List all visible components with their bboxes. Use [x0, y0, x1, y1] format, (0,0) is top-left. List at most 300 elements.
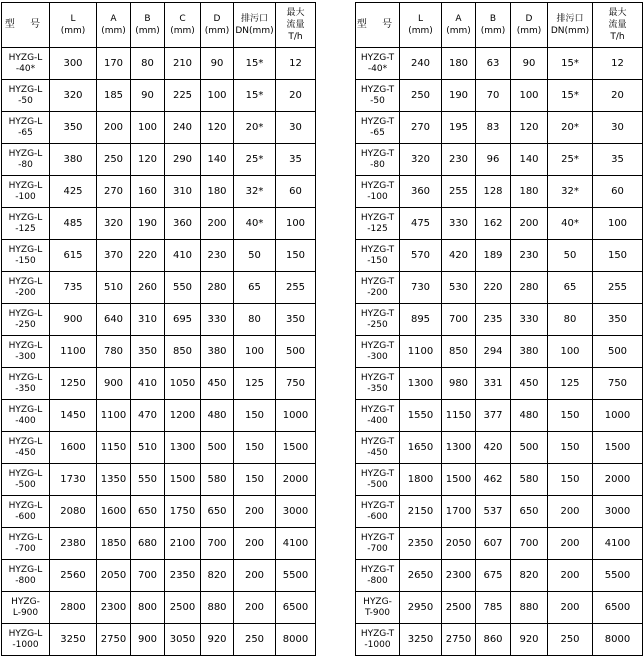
l-cell: 2950 [400, 592, 442, 624]
b-cell: 128 [476, 176, 511, 208]
l-header: L (mm) [400, 3, 442, 48]
a-cell: 510 [97, 272, 131, 304]
flow-cell: 8000 [593, 624, 643, 656]
model-cell: HYZG-L -500 [2, 464, 50, 496]
model-cell: HYZG-L -100 [2, 176, 50, 208]
dn-cell: 100 [234, 336, 276, 368]
d-cell: 280 [201, 272, 234, 304]
d-cell: 180 [511, 176, 548, 208]
flow-cell: 5500 [593, 560, 643, 592]
flow-cell: 1500 [276, 432, 316, 464]
a-cell: 2750 [97, 624, 131, 656]
l-cell: 350 [50, 112, 97, 144]
b-cell: 220 [476, 272, 511, 304]
model-cell: HYZG-L -150 [2, 240, 50, 272]
right-header-row [356, 3, 643, 48]
l-cell: 1100 [50, 336, 97, 368]
d-cell: 580 [201, 464, 234, 496]
b-cell: 537 [476, 496, 511, 528]
b-cell: 100 [131, 112, 165, 144]
table-row [2, 560, 316, 592]
table-row [2, 496, 316, 528]
b-cell: 785 [476, 592, 511, 624]
l-cell: 900 [50, 304, 97, 336]
l-cell: 250 [400, 80, 442, 112]
a-cell: 370 [97, 240, 131, 272]
flow-cell: 3000 [276, 496, 316, 528]
c-cell: 1300 [165, 432, 201, 464]
a-cell: 1150 [442, 400, 476, 432]
d-cell: 880 [511, 592, 548, 624]
d-cell: 200 [201, 208, 234, 240]
dn-cell: 40* [548, 208, 593, 240]
table-row [2, 432, 316, 464]
a-cell: 420 [442, 240, 476, 272]
table-row [356, 432, 643, 464]
b-cell: 350 [131, 336, 165, 368]
model-cell: HYZG-L -350 [2, 368, 50, 400]
table-row [2, 208, 316, 240]
dn-cell: 65 [548, 272, 593, 304]
flow-cell: 500 [276, 336, 316, 368]
d-cell: 650 [511, 496, 548, 528]
l-cell: 1100 [400, 336, 442, 368]
a-cell: 1600 [97, 496, 131, 528]
flow-cell: 4100 [276, 528, 316, 560]
b-cell: 510 [131, 432, 165, 464]
l-cell: 320 [400, 144, 442, 176]
b-cell: 650 [131, 496, 165, 528]
a-header: A (mm) [97, 3, 131, 48]
table-row [2, 112, 316, 144]
c-cell: 410 [165, 240, 201, 272]
b-cell: 190 [131, 208, 165, 240]
dn-cell: 40* [234, 208, 276, 240]
c-cell: 2100 [165, 528, 201, 560]
flow-cell: 12 [593, 48, 643, 80]
l-cell: 1650 [400, 432, 442, 464]
flow-cell: 8000 [276, 624, 316, 656]
table-row [2, 592, 316, 624]
d-cell: 140 [511, 144, 548, 176]
b-cell: 80 [131, 48, 165, 80]
flow-cell: 3000 [593, 496, 643, 528]
flow-cell: 100 [593, 208, 643, 240]
dn-cell: 50 [548, 240, 593, 272]
a-cell: 2300 [97, 592, 131, 624]
a-cell: 170 [97, 48, 131, 80]
b-cell: 90 [131, 80, 165, 112]
d-cell: 700 [511, 528, 548, 560]
b-cell: 377 [476, 400, 511, 432]
flow-cell: 4100 [593, 528, 643, 560]
a-cell: 230 [442, 144, 476, 176]
b-cell: 860 [476, 624, 511, 656]
table-row [356, 272, 643, 304]
b-cell: 331 [476, 368, 511, 400]
table-row [2, 240, 316, 272]
a-cell: 640 [97, 304, 131, 336]
model-cell: HYZG-T -65 [356, 112, 400, 144]
model-cell: HYZG-T -1000 [356, 624, 400, 656]
table-row [2, 80, 316, 112]
model-cell: HYZG-T -350 [356, 368, 400, 400]
d-cell: 90 [201, 48, 234, 80]
a-cell: 1300 [442, 432, 476, 464]
table-row [356, 464, 643, 496]
d-cell: 820 [511, 560, 548, 592]
dn-cell: 200 [548, 560, 593, 592]
a-cell: 1500 [442, 464, 476, 496]
flow-cell: 500 [593, 336, 643, 368]
c-cell: 1500 [165, 464, 201, 496]
model-cell: HYZG-T -250 [356, 304, 400, 336]
a-cell: 180 [442, 48, 476, 80]
b-cell: 462 [476, 464, 511, 496]
dn-cell: 32* [234, 176, 276, 208]
table-row [356, 368, 643, 400]
a-cell: 200 [97, 112, 131, 144]
l-cell: 320 [50, 80, 97, 112]
c-cell: 2350 [165, 560, 201, 592]
dn-cell: 65 [234, 272, 276, 304]
dn-cell: 150 [234, 432, 276, 464]
l-cell: 1730 [50, 464, 97, 496]
b-header: B (mm) [476, 3, 511, 48]
flow-cell: 6500 [276, 592, 316, 624]
model-cell: HYZG-T -80 [356, 144, 400, 176]
l-cell: 2380 [50, 528, 97, 560]
d-cell: 280 [511, 272, 548, 304]
l-cell: 300 [50, 48, 97, 80]
model-cell: HYZG-T -450 [356, 432, 400, 464]
flow-cell: 20 [276, 80, 316, 112]
dn-cell: 80 [234, 304, 276, 336]
table-row [356, 80, 643, 112]
model-cell: HYZG-T -800 [356, 560, 400, 592]
l-cell: 2560 [50, 560, 97, 592]
b-cell: 96 [476, 144, 511, 176]
a-cell: 1100 [97, 400, 131, 432]
dn-cell: 15* [234, 80, 276, 112]
flow-cell: 20 [593, 80, 643, 112]
flow-cell: 6500 [593, 592, 643, 624]
d-cell: 100 [201, 80, 234, 112]
model-cell: HYZG-T -100 [356, 176, 400, 208]
model-cell: HYZG-T -150 [356, 240, 400, 272]
right-spec-table [355, 2, 643, 656]
b-cell: 294 [476, 336, 511, 368]
model-cell: HYZG-L -400 [2, 400, 50, 432]
flow-cell: 30 [593, 112, 643, 144]
model-cell: HYZG-L -40* [2, 48, 50, 80]
model-cell: HYZG-T -200 [356, 272, 400, 304]
d-cell: 500 [511, 432, 548, 464]
table-row [356, 208, 643, 240]
a-cell: 980 [442, 368, 476, 400]
a-cell: 2050 [97, 560, 131, 592]
d-cell: 200 [511, 208, 548, 240]
flow-cell: 750 [593, 368, 643, 400]
dn-cell: 20* [234, 112, 276, 144]
c-cell: 550 [165, 272, 201, 304]
table-row [356, 400, 643, 432]
model-cell: HYZG-T -125 [356, 208, 400, 240]
d-cell: 120 [511, 112, 548, 144]
table-row [356, 528, 643, 560]
b-cell: 410 [131, 368, 165, 400]
table-row [2, 624, 316, 656]
dn-cell: 200 [548, 496, 593, 528]
a-cell: 2750 [442, 624, 476, 656]
flow-cell: 255 [276, 272, 316, 304]
dn-cell: 20* [548, 112, 593, 144]
model-cell: HYZG-T -500 [356, 464, 400, 496]
d-cell: 120 [201, 112, 234, 144]
a-cell: 250 [97, 144, 131, 176]
a-cell: 2500 [442, 592, 476, 624]
table-row [356, 336, 643, 368]
flow-cell: 150 [593, 240, 643, 272]
dn-cell: 200 [548, 528, 593, 560]
l-cell: 570 [400, 240, 442, 272]
l-cell: 1600 [50, 432, 97, 464]
table-row [356, 112, 643, 144]
model-cell: HYZG-L -125 [2, 208, 50, 240]
a-cell: 255 [442, 176, 476, 208]
model-cell: HYZG-L -50 [2, 80, 50, 112]
dn-cell: 200 [548, 592, 593, 624]
d-cell: 880 [201, 592, 234, 624]
dn-cell: 50 [234, 240, 276, 272]
c-cell: 850 [165, 336, 201, 368]
dn-cell: 125 [234, 368, 276, 400]
l-cell: 380 [50, 144, 97, 176]
model-cell: HYZG-L -600 [2, 496, 50, 528]
d-cell: 450 [201, 368, 234, 400]
b-cell: 550 [131, 464, 165, 496]
d-cell: 180 [201, 176, 234, 208]
d-cell: 820 [201, 560, 234, 592]
dn-cell: 15* [548, 48, 593, 80]
flow-cell: 150 [276, 240, 316, 272]
dn-cell: 150 [548, 432, 593, 464]
model-header: 型 号 [356, 3, 400, 48]
table-row [2, 528, 316, 560]
model-cell: HYZG- L-900 [2, 592, 50, 624]
d-cell: 920 [511, 624, 548, 656]
model-cell: HYZG-L -300 [2, 336, 50, 368]
a-cell: 2050 [442, 528, 476, 560]
model-cell: HYZG-L -250 [2, 304, 50, 336]
b-cell: 235 [476, 304, 511, 336]
left-header-row [2, 3, 316, 48]
b-cell: 120 [131, 144, 165, 176]
dn-cell: 125 [548, 368, 593, 400]
c-cell: 695 [165, 304, 201, 336]
flow-cell: 12 [276, 48, 316, 80]
l-cell: 270 [400, 112, 442, 144]
d-cell: 450 [511, 368, 548, 400]
b-cell: 700 [131, 560, 165, 592]
l-cell: 3250 [400, 624, 442, 656]
model-cell: HYZG-T -400 [356, 400, 400, 432]
model-cell: HYZG-T -50 [356, 80, 400, 112]
table-row [2, 272, 316, 304]
d-cell: 380 [201, 336, 234, 368]
flow-cell: 1000 [276, 400, 316, 432]
l-cell: 2350 [400, 528, 442, 560]
b-cell: 162 [476, 208, 511, 240]
l-cell: 2150 [400, 496, 442, 528]
d-cell: 920 [201, 624, 234, 656]
model-cell: HYZG-L -65 [2, 112, 50, 144]
c-cell: 225 [165, 80, 201, 112]
dn-cell: 15* [548, 80, 593, 112]
l-cell: 1800 [400, 464, 442, 496]
b-cell: 220 [131, 240, 165, 272]
b-cell: 260 [131, 272, 165, 304]
flow-cell: 60 [593, 176, 643, 208]
a-cell: 1150 [97, 432, 131, 464]
a-cell: 2300 [442, 560, 476, 592]
l-cell: 485 [50, 208, 97, 240]
c-cell: 3050 [165, 624, 201, 656]
b-cell: 607 [476, 528, 511, 560]
model-cell: HYZG-L -450 [2, 432, 50, 464]
d-header: D (mm) [201, 3, 234, 48]
a-cell: 850 [442, 336, 476, 368]
d-cell: 480 [201, 400, 234, 432]
l-cell: 1250 [50, 368, 97, 400]
flow-cell: 1500 [593, 432, 643, 464]
table-row [356, 304, 643, 336]
model-cell: HYZG- T-900 [356, 592, 400, 624]
model-cell: HYZG-T -40* [356, 48, 400, 80]
flow-cell: 750 [276, 368, 316, 400]
table-row [2, 144, 316, 176]
l-header: L (mm) [50, 3, 97, 48]
a-cell: 320 [97, 208, 131, 240]
dn-cell: 150 [548, 464, 593, 496]
model-cell: HYZG-L -800 [2, 560, 50, 592]
dn-cell: 250 [548, 624, 593, 656]
l-cell: 895 [400, 304, 442, 336]
table-row [356, 176, 643, 208]
table-row [2, 368, 316, 400]
dn-header: 排污口 DN(mm) [234, 3, 276, 48]
table-row [356, 624, 643, 656]
d-cell: 230 [511, 240, 548, 272]
a-cell: 270 [97, 176, 131, 208]
l-cell: 3250 [50, 624, 97, 656]
a-cell: 185 [97, 80, 131, 112]
table-row [2, 304, 316, 336]
dn-cell: 25* [234, 144, 276, 176]
left-spec-table [1, 2, 316, 656]
d-cell: 330 [201, 304, 234, 336]
a-cell: 1700 [442, 496, 476, 528]
a-header: A (mm) [442, 3, 476, 48]
model-cell: HYZG-T -700 [356, 528, 400, 560]
l-cell: 360 [400, 176, 442, 208]
dn-cell: 200 [234, 496, 276, 528]
d-cell: 330 [511, 304, 548, 336]
dn-cell: 80 [548, 304, 593, 336]
l-cell: 735 [50, 272, 97, 304]
a-cell: 1850 [97, 528, 131, 560]
l-cell: 2650 [400, 560, 442, 592]
b-cell: 189 [476, 240, 511, 272]
dn-cell: 25* [548, 144, 593, 176]
b-header: B (mm) [131, 3, 165, 48]
flow-cell: 2000 [593, 464, 643, 496]
a-cell: 900 [97, 368, 131, 400]
table-row [356, 240, 643, 272]
dn-cell: 32* [548, 176, 593, 208]
dn-cell: 150 [234, 400, 276, 432]
dn-cell: 200 [234, 592, 276, 624]
a-cell: 190 [442, 80, 476, 112]
l-cell: 2800 [50, 592, 97, 624]
dn-cell: 15* [234, 48, 276, 80]
flow-header: 最大 流量 T/h [593, 3, 643, 48]
l-cell: 1300 [400, 368, 442, 400]
table-row [2, 176, 316, 208]
flow-header: 最大 流量 T/h [276, 3, 316, 48]
flow-cell: 1000 [593, 400, 643, 432]
b-cell: 420 [476, 432, 511, 464]
b-cell: 63 [476, 48, 511, 80]
dn-cell: 200 [234, 528, 276, 560]
dn-cell: 150 [234, 464, 276, 496]
c-cell: 2500 [165, 592, 201, 624]
b-cell: 70 [476, 80, 511, 112]
c-cell: 290 [165, 144, 201, 176]
d-cell: 700 [201, 528, 234, 560]
d-cell: 90 [511, 48, 548, 80]
table-row [356, 144, 643, 176]
c-header: C (mm) [165, 3, 201, 48]
flow-cell: 30 [276, 112, 316, 144]
a-cell: 1350 [97, 464, 131, 496]
table-row [2, 464, 316, 496]
d-cell: 650 [201, 496, 234, 528]
b-cell: 900 [131, 624, 165, 656]
l-cell: 615 [50, 240, 97, 272]
d-cell: 100 [511, 80, 548, 112]
flow-cell: 255 [593, 272, 643, 304]
a-cell: 780 [97, 336, 131, 368]
c-cell: 310 [165, 176, 201, 208]
d-header: D (mm) [511, 3, 548, 48]
b-cell: 470 [131, 400, 165, 432]
table-row [356, 496, 643, 528]
d-cell: 230 [201, 240, 234, 272]
a-cell: 530 [442, 272, 476, 304]
dn-cell: 200 [234, 560, 276, 592]
c-cell: 1200 [165, 400, 201, 432]
dn-header: 排污口 DN(mm) [548, 3, 593, 48]
table-row [356, 48, 643, 80]
l-cell: 425 [50, 176, 97, 208]
b-cell: 83 [476, 112, 511, 144]
a-cell: 195 [442, 112, 476, 144]
d-cell: 380 [511, 336, 548, 368]
c-cell: 210 [165, 48, 201, 80]
b-cell: 800 [131, 592, 165, 624]
model-cell: HYZG-L -80 [2, 144, 50, 176]
